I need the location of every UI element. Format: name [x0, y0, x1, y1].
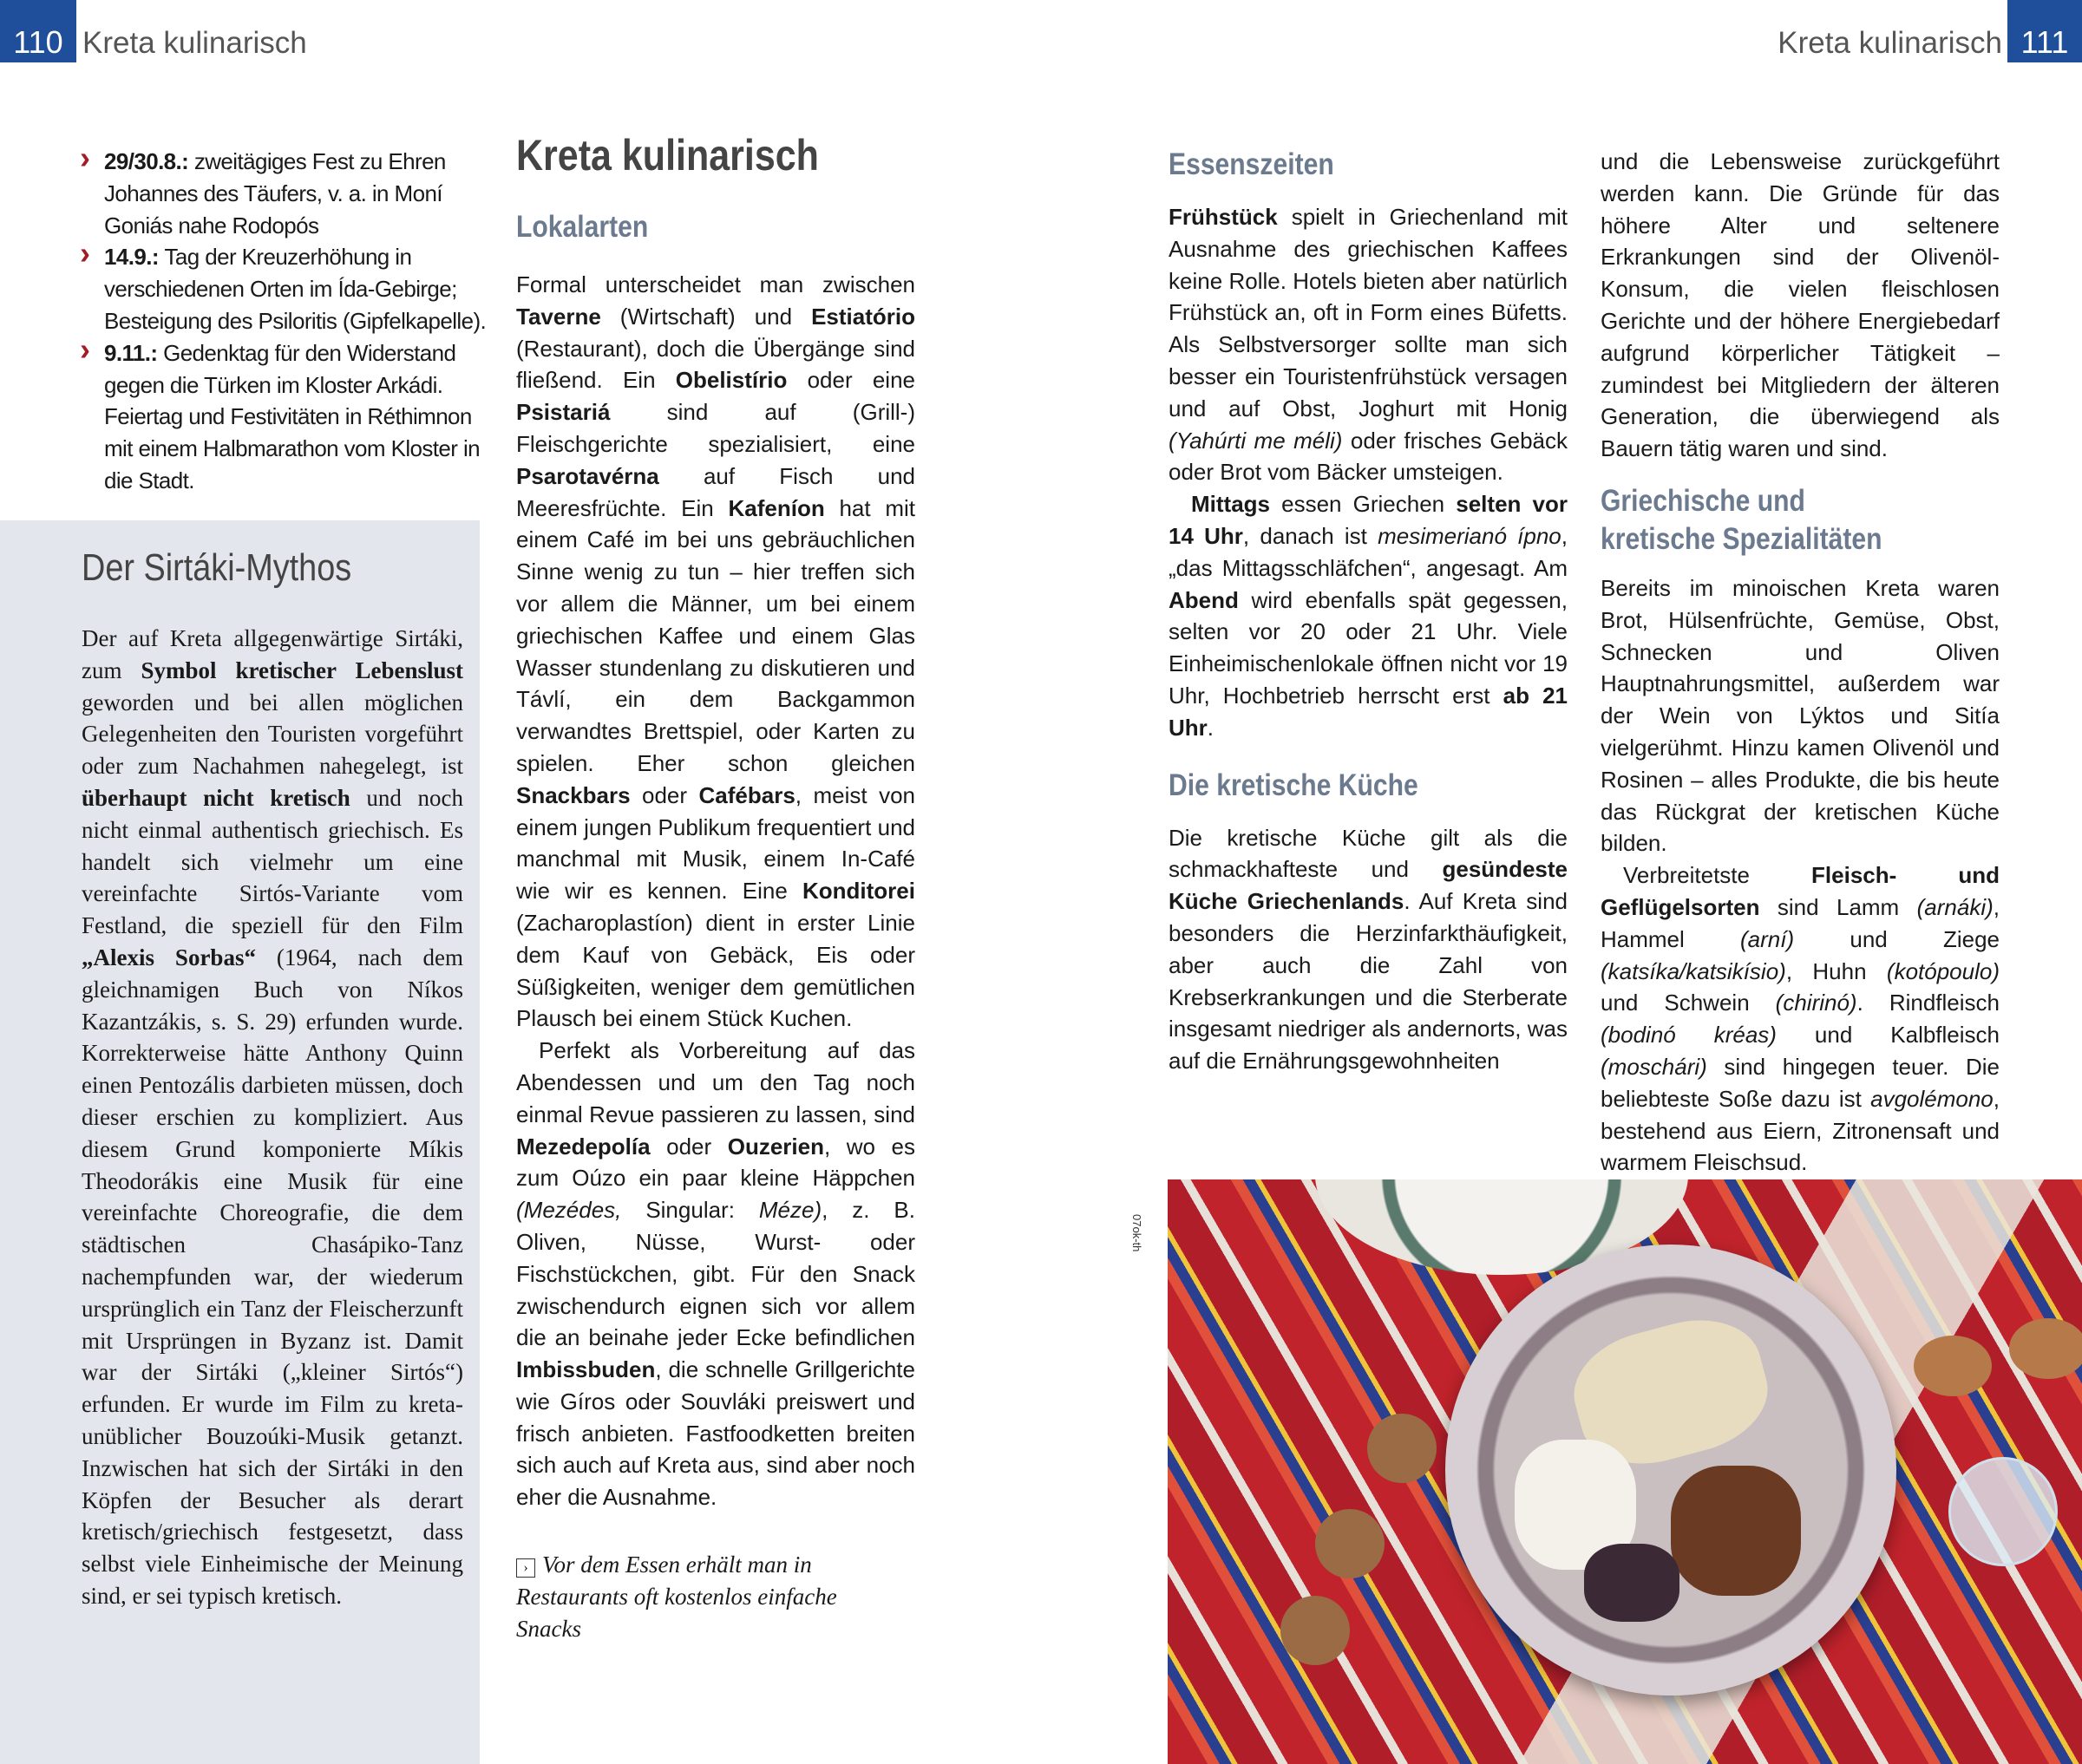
text-run: oder frisches Gebäck oder Brot vom Bäcker umsteigen.: [1169, 427, 1568, 486]
sidebar-title: Der Sirtáki-Mythos: [82, 546, 352, 589]
text-run: und Ziege: [1794, 925, 2000, 952]
text-run: , Hammel: [1601, 893, 2000, 952]
almond: [1914, 1336, 1992, 1396]
text-run: (Restaurant), doch die Übergänge sind fließend. Ein: [516, 335, 915, 394]
text-run: Die kretische Küche gilt als die schmackhafteste und: [1169, 824, 1568, 883]
bold-text: Frühstück: [1169, 204, 1278, 230]
bold-text: ab 21 Uhr: [1169, 682, 1568, 741]
text-run: Der auf Kreta allgegenwärtige Sirtáki, zum: [82, 625, 463, 683]
text-run: oder: [650, 1133, 728, 1160]
text-run: wird ebenfalls spät gegessen, selten vor 20 oder 21 Uhr. Viele Einheimischenlokale öffnen nicht vor 19 Uhr, Hochbetrieb herrscht erst: [1169, 586, 1568, 709]
italic-text: Méze): [758, 1197, 822, 1224]
sidebar-body: [82, 623, 463, 1612]
text-run: und Kalbfleisch: [1776, 1022, 2000, 1049]
text-run: Perfekt als Vorbereitung auf das Abendessen und um den Tag noch einmal Revue passieren zu lassen, sind: [516, 1037, 915, 1127]
text-run: Singular:: [621, 1197, 759, 1224]
bold-text: Taverne: [516, 303, 601, 330]
text-run: oder eine: [787, 367, 915, 394]
food-photo: [1168, 1179, 2082, 1764]
text-run: spielt in Griechenland mit Ausnahme des griechischen Kaffees keine Rolle. Hotels bieten aber natürlich Frühstück an, oft in Form eines Büfetts. Als Selbstversorger sollte man sich besser ein Touristenfrühstück versagen und auf Obst, Joghurt mit Honig: [1169, 204, 1568, 421]
bold-text: Symbol kretischer Lebenslust: [141, 657, 463, 683]
italic-text: (kotópoulo): [1886, 957, 2000, 984]
paragraph: [1169, 201, 1568, 488]
walnuts: [1671, 1466, 1801, 1596]
paragraph: [1601, 572, 2000, 859]
text-run: , meist von einem jungen Publikum frequentiert und manchmal mit Musik, einem In-Café wie wir es kennen. Eine: [516, 781, 915, 905]
italic-text: (bodinó kréas): [1601, 1022, 1777, 1049]
italic-text: (arnáki): [1916, 893, 1994, 920]
text-run: Bereits im minoischen Kreta waren Brot, Hülsenfrüchte, Gemüse, Obst, Schnecken und Oliven Hauptnahrungsmittel, außerdem war der Wein von Lýktos und Sitía vielgerühmt. Hinzu kamen Olivenöl und Rosinen – alles Produkte, die bis heute das Rückgrat der kretischen Küche bilden.: [1601, 574, 2000, 857]
walnut: [1280, 1596, 1350, 1665]
italic-text: (moschári): [1601, 1053, 1707, 1080]
italic-text: (arní): [1740, 925, 1795, 952]
bold-text: Obelistírio: [675, 367, 788, 394]
bold-text: Mittags: [1191, 491, 1270, 518]
bold-text: 9.11.:: [104, 339, 164, 366]
text-run: (Zacharoplastíon) dient in erster Linie dem Kauf von Gebäck, Eis oder Süßigkeiten, weniger dem gemütlichen Plausch bei einem Stück Kuchen.: [516, 909, 915, 1032]
italic-text: (chirinó): [1775, 990, 1857, 1016]
page-number-right: 111: [2007, 0, 2082, 62]
festival-list: [80, 146, 488, 497]
almond: [2009, 1318, 2082, 1379]
heading-line: Griechische und: [1601, 483, 1805, 518]
plate: [1445, 1245, 1896, 1695]
text-run: Formal unterscheidet man zwischen: [516, 271, 915, 297]
text-run: , bestehend aus Eiern, Zitronensaft und warmem Fleischsud.: [1601, 1085, 2000, 1176]
bold-text: Cafébars: [698, 781, 795, 808]
text-run: (1964, nach dem gleichnamigen Buch von Níkos Kazantzákis, s. S. 29) erfunden wurde. Korrekterweise hätte Anthony Quinn einen Pentozális darbieten müssen, doch dieser erschien zu kompliziert. Aus diesem Grund komponierte Míkis Theodorákis eine Musik für eine vereinfachte Choreografie, die dem städtischen Chasápiko-Tanz nachempfunden war, der wiederum ursprünglich ein Tanz der Fleischerzunft mit Ursprüngen in Byzanz ist. Damit war der Sirtáki („kleiner Sirtós“) erfunden. Er wurde im Film zu kreta-unüblicher Bouzoúki-Musik getanzt. Inzwischen hat sich der Sirtáki in den Köpfen der Besucher als derart kretisch/griechisch festgesetzt, dass selbst viele Einheimische der Meinung sind, er sei typisch kretisch.: [82, 944, 463, 1609]
bold-text: Kafeníon: [728, 494, 825, 521]
text-run: sind auf (Grill-) Fleischgerichte spezialisiert, eine: [516, 399, 915, 457]
text-run: und Schwein: [1601, 990, 1776, 1016]
column-essenszeiten: [1169, 146, 1568, 1077]
text-run: geworden und bei allen möglichen Gelegenheiten den Touristen vorgeführt oder zum Nachahmen nahegelegt, ist: [82, 689, 463, 780]
festival-item: [80, 241, 488, 336]
text-run: sind Lamm: [1759, 893, 1917, 920]
text-run: , danach ist: [1242, 522, 1378, 549]
text-run: . Rindfleisch: [1856, 990, 2000, 1016]
walnut: [1367, 1414, 1437, 1483]
text-run: , „das Mittagsschläfchen“, angesagt. Am: [1169, 522, 1568, 581]
column-lokalarten: [516, 208, 915, 1513]
italic-text: avgolémono: [1870, 1085, 1994, 1112]
bold-text: Estiatório: [811, 303, 915, 330]
text-run: (Wirtschaft) und: [600, 303, 812, 330]
tip-box: [516, 1549, 881, 1645]
bold-text: selten vor 14 Uhr: [1169, 491, 1568, 549]
text-run: .: [1207, 714, 1214, 741]
paragraph: [516, 1035, 915, 1513]
page-number-left: 110: [0, 0, 76, 62]
bold-text: Fleisch- und Geflügelsorten: [1601, 862, 2000, 920]
bold-text: 14.9.:: [104, 244, 165, 271]
text-run: zweitägiges Fest zu Ehren Johannes des Täufers, v. a. in Moní Goniás nahe Rodopós: [104, 148, 446, 238]
italic-text: (Yahúrti me méli): [1169, 427, 1343, 454]
bold-text: Ouzerien: [727, 1133, 824, 1160]
festival-item: [80, 337, 488, 497]
running-title-left: [82, 26, 307, 61]
text-run: und die Lebensweise zurückgeführt werden kann. Die Gründe für das höhere Alter und seltenere Erkrankungen sind der Olivenöl-Konsum, die vielen fleischlosen Gerichte und der höhere Energiebedarf aufgrund körperlicher Tätigkeit – zumindest bei Mitgliedern der älteren Generation, die überwiegend als Bauern tätig waren und sind.: [1601, 148, 2000, 462]
bold-text: Konditorei: [802, 878, 915, 905]
section-heading: [1601, 482, 2000, 559]
text-run: Gedenktag für den Widerstand gegen die Türken im Kloster Arkádi. Feiertag und Festivitäten in Réthimnon mit einem Halbmarathon vom Kloster in die Stadt.: [104, 339, 480, 493]
text-run: auf Fisch und Meeresfrüchte. Ein: [516, 462, 915, 521]
paragraph: [1601, 146, 2000, 465]
text-run: und noch nicht einmal authentisch griechisch. Es handelt sich vielmehr um eine vereinfachte Sirtós-Variante vom Festland, die speziell für den Film: [82, 784, 463, 939]
paragraph: [516, 269, 915, 1035]
text-run: Verbreitetste: [1623, 862, 1812, 889]
column-spezialitaeten: [1601, 146, 2000, 1179]
paragraph: [1601, 859, 2000, 1179]
walnut: [1315, 1509, 1385, 1578]
text-run: , die schnelle Grillgerichte wie Gíros oder Souvláki preiswert und frisch anbieten. Fastfoodketten breiten sich auch auf Kreta aus, sind aber noch eher die Ausnahme.: [516, 1356, 915, 1511]
running-title-text: Kreta kulinarisch: [82, 26, 307, 60]
text-run: . Auf Kreta sind besonders die Herzinfarkthäufigkeit, aber auch die Zahl von Krebserkrankungen und die Sterberate insgesamt niedriger als andernorts, was auf die Ernährungsgewohnheiten: [1169, 888, 1568, 1075]
bold-text: gesündeste Küche Griechenlands: [1169, 856, 1568, 915]
bold-text: Psistariá: [516, 399, 611, 426]
running-title-right: [1778, 26, 2002, 61]
bold-text: Psarotavérna: [516, 462, 659, 489]
bold-text: Abend: [1169, 586, 1239, 613]
text-run: , z. B. Oliven, Nüsse, Wurst- oder Fischstückchen, gibt. Für den Snack zwischendurch eignen sich vor allem die an beinahe jeder Ecke befindlichen: [516, 1197, 915, 1351]
olives: [1584, 1544, 1679, 1622]
bold-text: „Alexis Sorbas“: [82, 944, 256, 970]
italic-text: (Mezédes,: [516, 1197, 622, 1224]
text-run: Tag der Kreuzerhöhung in verschiedenen Orten im Ída-Gebirge; Besteigung des Psiloritis (Gipfelkapelle).: [104, 244, 487, 334]
paragraph: [1169, 822, 1568, 1077]
section-heading: Lokalarten: [516, 210, 649, 244]
section-heading: Essenszeiten: [1169, 147, 1334, 181]
tip-text: Vor dem Essen erhält man in Restaurants oft kostenlos einfache Snacks: [516, 1552, 837, 1642]
photo-credit: 07ok-th: [1130, 1214, 1143, 1252]
text-run: oder: [630, 781, 699, 808]
bold-text: 29/30.8.:: [104, 148, 194, 174]
bold-text: Mezedepolía: [516, 1133, 651, 1160]
bold-text: Imbissbuden: [516, 1356, 656, 1383]
text-run: , Huhn: [1785, 957, 1887, 984]
arrow-box-icon: ›: [516, 1558, 535, 1578]
paragraph: [1169, 488, 1568, 743]
page-title: Kreta kulinarisch: [516, 131, 819, 180]
text-run: sind hingegen teuer. Die beliebteste Soße dazu ist: [1601, 1053, 2000, 1112]
bold-text: Snackbars: [516, 781, 631, 808]
text-run: essen Griechen: [1270, 491, 1457, 518]
glass: [1948, 1457, 2058, 1566]
italic-text: mesimerianó ípno: [1378, 522, 1562, 549]
text-run: , wo es zum Oúzo ein paar kleine Häppchen: [516, 1133, 915, 1192]
italic-text: (katsíka/katsikísio): [1601, 957, 1786, 984]
festival-item: [80, 146, 488, 241]
section-heading: Die kretische Küche: [1169, 768, 1418, 802]
text-run: hat mit einem Café im bei uns gebräuchlichen Sinne wenig zu tun – hier treffen sich vor allem die Männer, um bei einem griechischen Kaffee und einem Glas Wasser stundenlang zu diskutieren und Távlí, ein dem Backgammon verwandtes Brettspiel, oder Karten zu spielen. Eher schon gleichen: [516, 494, 916, 776]
running-title-text: Kreta kulinarisch: [1778, 26, 2002, 60]
heading-line: kretische Spezialitäten: [1601, 521, 1882, 556]
bold-text: überhaupt nicht kretisch: [82, 784, 350, 811]
